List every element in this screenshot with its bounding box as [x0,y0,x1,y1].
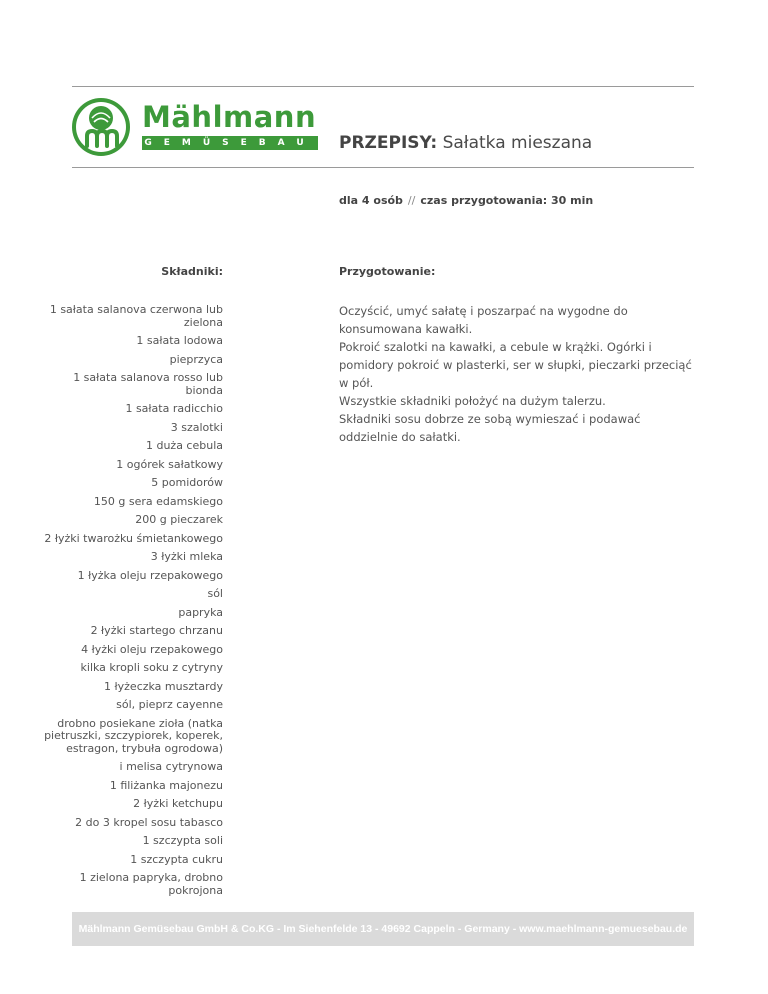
ingredient-item: papryka [178,605,223,619]
ingredient-item: 200 g pieczarek [135,513,223,526]
brand-tagline: GEMÜSEBAU [142,136,318,150]
footer-address: Mählmann Gemüsebau GmbH & Co.KG - Im Siehenfelde 13 - 49692 Cappeln - Germany - www.maehlmann-gemuesebau.de [72,912,694,946]
ingredient-item: 1 filiżanka majonezu [109,778,223,792]
ingredient-item: 2 łyżki startego chrzanu [90,624,223,637]
ingredient-item: drobno posiekane zioła (natka pietruszki, szczypiorek, koperek, estragon, trybuła ogrodowa) [44,716,223,755]
ingredient-item: sól, pieprz cayenne [116,698,223,711]
ingredients-heading: Składniki: [161,265,223,278]
header-divider [72,167,694,168]
ingredient-item: 1 zielona papryka, drobno pokrojona [79,871,223,897]
preparation-step: Wszystkie składniki położyć na dużym talerzu. [339,394,606,408]
ingredient-item: i melisa cytrynowa [119,760,223,773]
ingredient-item: 3 łyżki mleka [150,550,223,563]
page-title [339,133,592,153]
ingredient-item: 4 łyżki oleju rzepakowego [81,642,223,656]
ingredient-item: 2 łyżki ketchupu [133,797,223,810]
preparation-heading: Przygotowanie: [339,265,436,278]
ingredient-item: pieprzyca [169,352,223,366]
preparation-text [339,302,699,446]
preparation-step: Pokroić szalotki na kawałki, a cebule w krążki. Ogórki i pomidory pokroić w plasterki, ser w słupki, pieczarki przeciąć w pół. [339,340,692,390]
ingredient-item: 1 łyżka oleju rzepakowego [77,568,223,582]
logo-emblem [72,98,130,156]
ingredient-item: 1 sałata lodowa [136,334,223,347]
brand-logo [72,98,318,158]
ingredient-item: 1 szczypta cukru [130,852,223,866]
ingredient-item: sól [207,587,223,600]
prep-time: czas przygotowania: 30 min [420,194,594,207]
ingredient-item: 3 szalotki [170,420,223,434]
preparation-step: Składniki sosu dobrze ze sobą wymieszać i podawać oddzielnie do sałatki. [339,412,641,444]
top-divider [72,86,694,87]
brand-name: Mählmann [142,100,317,134]
preparation-step: Oczyścić, umyć sałatę i poszarpać na wygodne do konsumowana kawałki. [339,304,628,336]
servings: dla 4 osób [339,194,403,207]
ingredient-item: kilka kropli soku z cytryny [80,661,223,674]
ingredient-item: 1 sałata radicchio [125,402,223,415]
ingredient-item: 1 duża cebula [145,439,223,452]
ingredient-item: 5 pomidorów [151,476,223,489]
meta-separator: // [407,194,416,207]
cabbage-icon [72,98,130,156]
ingredient-item: 1 ogórek sałatkowy [116,457,223,471]
ingredient-item: 1 sałata salanova czerwona lub zielona [49,303,223,329]
ingredient-item: 1 sałata salanova rosso lub bionda [73,371,223,397]
ingredient-item: 150 g sera edamskiego [93,494,223,508]
ingredient-item: 1 szczypta soli [142,834,223,847]
title-prefix: PRZEPISY: [339,133,438,153]
title-text: Sałatka mieszana [442,133,593,153]
ingredient-item: 2 łyżki twarożku śmietankowego [44,531,223,545]
ingredient-item: 1 łyżeczka musztardy [104,679,223,693]
ingredients-list [40,304,223,903]
ingredient-item: 2 do 3 kropel sosu tabasco [75,815,223,829]
recipe-meta [339,194,593,207]
